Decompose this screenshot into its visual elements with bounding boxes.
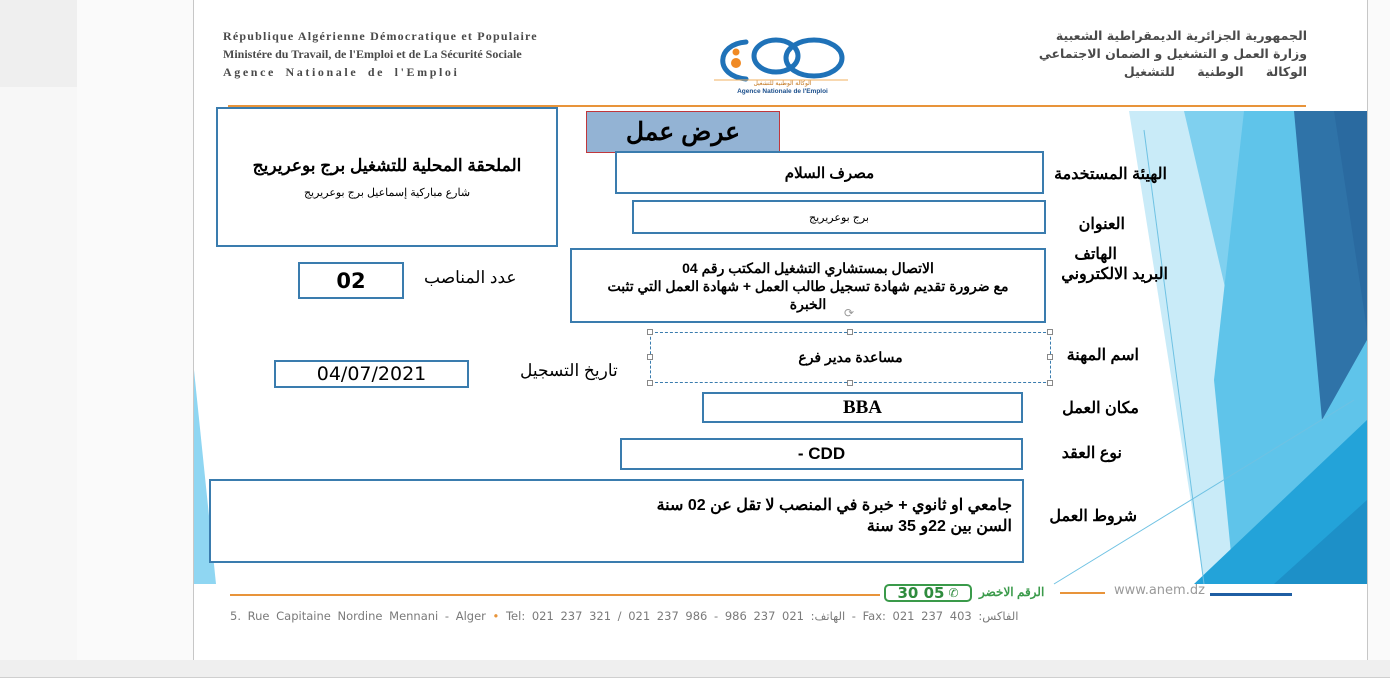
work-place-label: مكان العمل [1062,400,1139,417]
website-link[interactable]: www.anem.dz [1114,583,1205,598]
resize-handle[interactable] [1047,380,1053,386]
conditions-field[interactable] [209,479,1024,563]
address-label: العنوان [1078,216,1125,233]
positions-field[interactable]: 02 [298,262,404,299]
header-ar-line-2: وزارة العمل و التشغيل و الضمان الاجتماعي [1038,46,1307,61]
conditions-line-2: السن بين 22و 35 سنة [866,518,1012,535]
job-title-label: اسم المهنة [1066,347,1139,364]
offer-title[interactable]: عرض عمل [586,111,780,153]
phone-icon: ✆ [948,586,959,600]
contact-line-3: الخبرة [789,295,827,312]
resize-handle[interactable] [1047,354,1053,360]
slide-thumbnail-panel[interactable] [0,0,77,87]
header-arabic [1039,27,1307,81]
registration-date-label: تاريخ التسجيل [520,361,618,380]
registration-date-field[interactable]: 04/07/2021 [274,360,469,388]
tel-fax-text: Tel: 021 237 321 / 021 237 986 - الهاتف: 021 237 986 - Fax: 021 237 403 :الفاكس [505,609,1019,623]
status-bar [0,660,1390,678]
work-place-field[interactable]: BBA [702,392,1023,423]
logo-french-text: Agence Nationale de l'Emploi [737,88,828,95]
footer-address-french [230,609,1018,623]
header-ar-line-3: الوكالة الوطنية للتشغيل [1123,64,1307,79]
footer-orange-line-short [1060,592,1105,594]
footer-orange-line [230,594,880,596]
phone-label: الهاتف [1074,246,1117,263]
office-address: شارع مباركية إسماعيل برج بوعريريج [303,186,471,199]
resize-handle[interactable] [647,329,653,335]
address-fr-text: 5. Rue Capitaine Nordine Mennani - Alger [230,609,486,623]
address-field[interactable]: برج بوعريريج [632,200,1046,234]
bullet-dot: • [492,609,500,623]
office-box[interactable] [216,107,558,247]
resize-handle[interactable] [647,380,653,386]
resize-handle[interactable] [847,380,853,386]
green-number-label: الرقم الاخضر [979,585,1045,599]
email-label: البريد الالكتروني [1061,266,1168,283]
office-name: الملحقة المحلية للتشغيل برج بوعريريج [252,155,522,175]
contract-type-label: نوع العقد [1061,445,1122,462]
contract-type-field[interactable]: - CDD [620,438,1023,470]
header-ar-line-1: الجمهورية الجزائرية الديمقراطية الشعبية [1055,28,1307,43]
employer-field[interactable]: مصرف السلام [615,151,1044,194]
contact-line-1: الاتصال بمستشاري التشغيل المكتب رقم 04 [682,259,934,276]
footer-blue-line [1210,593,1292,596]
positions-label: عدد المناصب [424,268,517,287]
header-fr-line-1: République Algérienne Démocratique et Populaire [223,29,538,43]
employer-label: الهيئة المستخدمة [1054,166,1167,183]
resize-handle[interactable] [647,354,653,360]
rotate-handle-icon[interactable]: ⟳ [844,306,855,320]
contact-line-2: مع ضرورة تقديم شهادة تسجيل طالب العمل + شهادة العمل التي تثبت [607,277,1009,294]
resize-handle[interactable] [847,329,853,335]
resize-handle[interactable] [1047,329,1053,335]
header-fr-line-2: Ministére du Travail, de l'Emploi et de La Sécurité Sociale [223,47,522,61]
header-french [223,27,538,81]
conditions-label: شروط العمل [1049,508,1137,525]
job-title-field[interactable]: مساعدة مدير فرع [650,332,1051,383]
conditions-line-1: جامعي او ثانوي + خبرة في المنصب لا تقل عن 02 سنة [656,497,1012,514]
slide-canvas[interactable] [193,0,1368,660]
header-fr-line-3: Agence Nationale de l'Emploi [223,65,460,79]
contact-field[interactable] [570,248,1046,323]
green-number-badge [884,584,972,602]
green-number: 30 05 [897,584,945,602]
logo-arabic-text: الوكالة الوطنية للتشغيل [753,81,812,87]
